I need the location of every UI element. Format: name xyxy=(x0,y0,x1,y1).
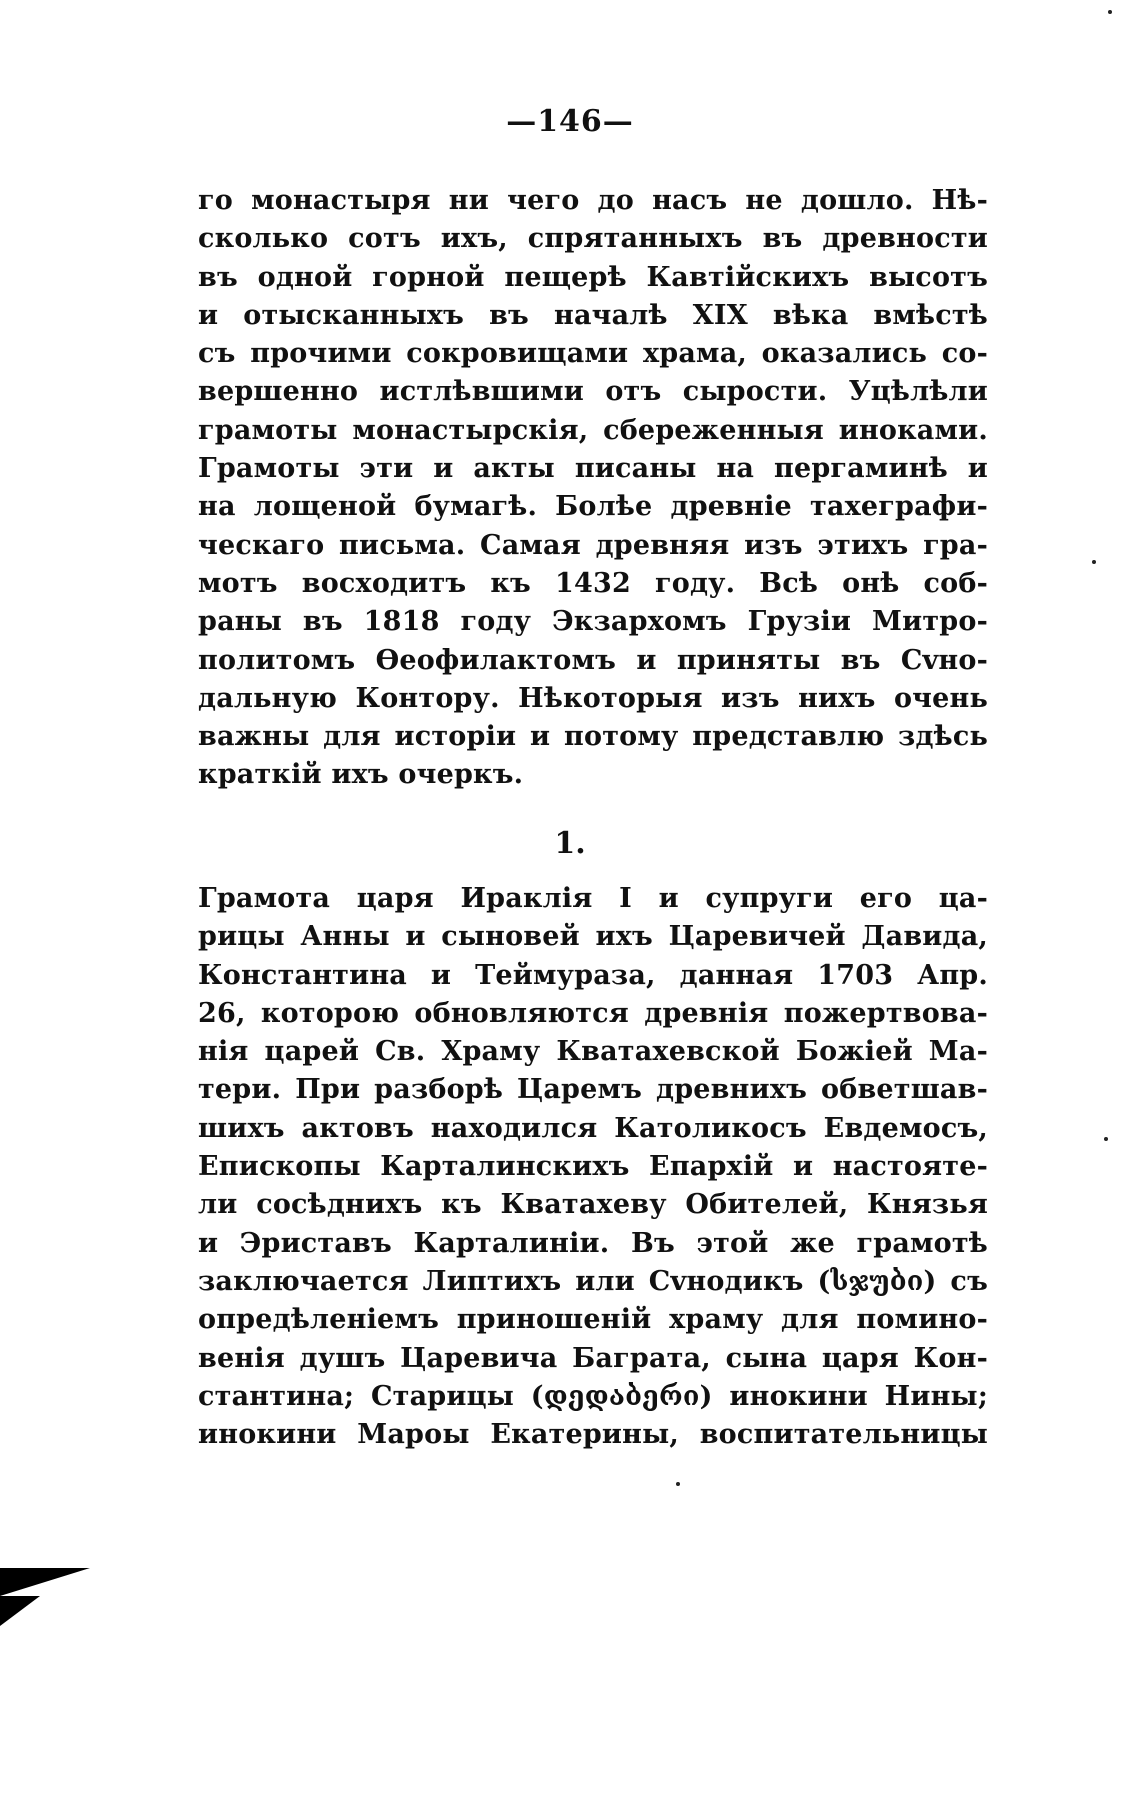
text-line: стантина; Старицы (დედაბერი) инокини Нины; xyxy=(198,1380,988,1412)
text-line: съ прочими сокровищами храма, оказались со- xyxy=(198,338,988,370)
text-line: важны для исторіи и потому представлю здѣсь xyxy=(198,721,988,753)
text-line: шихъ актовъ находился Католикосъ Евдемосъ, xyxy=(198,1112,988,1144)
text-line: 26, которою обновляются древнія пожертвова- xyxy=(198,997,988,1029)
text-line: краткій ихъ очеркъ. xyxy=(198,759,524,791)
text-line: грамоты монастырскія, сбереженныя иноками. xyxy=(198,414,988,446)
scan-speck xyxy=(1104,1137,1108,1141)
text-line: и Эриставъ Карталиніи. Въ этой же грамотѣ xyxy=(198,1227,988,1259)
text-line: тери. При разборѣ Царемъ древнихъ обветшав- xyxy=(198,1074,988,1106)
text-line: Епископы Карталинскихъ Епархій и настояте- xyxy=(198,1151,988,1183)
text-line: вершенно истлѣвшими отъ сырости. Уцѣлѣли xyxy=(198,376,988,408)
text-line: и отысканныхъ въ началѣ XIX вѣка вмѣстѣ xyxy=(198,299,988,331)
text-line: Грамота царя Ираклія I и супруги его ца- xyxy=(198,883,988,914)
text-line: венія душъ Царевича Баграта, сына царя Кон- xyxy=(198,1342,988,1374)
text-line: дальную Контору. Нѣкоторыя изъ нихъ очень xyxy=(198,682,988,714)
text-line: нія царей Св. Храму Кватахевской Божіей Ма- xyxy=(198,1036,988,1068)
paragraph-1 xyxy=(198,182,988,795)
text-line: раны въ 1818 году Экзархомъ Грузіи Митро- xyxy=(198,606,988,638)
scan-artifact xyxy=(0,1568,90,1596)
text-line: ли сосѣднихъ къ Кватахеву Обителей, Князья xyxy=(198,1189,988,1221)
text-line: заключается Липтихъ или Сvнодикъ (სჯუბი) съ xyxy=(198,1265,988,1297)
scan-speck xyxy=(676,1482,680,1486)
text-line: политомъ Ѳеофилактомъ и приняты въ Сvно- xyxy=(198,644,988,676)
paragraph-2 xyxy=(198,880,988,1454)
text-line: инокини Мароы Екатерины, воспитательницы xyxy=(198,1419,988,1451)
text-line: ческаго письма. Самая древняя изъ этихъ гра- xyxy=(198,529,988,561)
text-line: рицы Анны и сыновей ихъ Царевичей Давида, xyxy=(198,921,988,953)
scan-artifact xyxy=(0,1596,40,1626)
scan-speck xyxy=(1092,560,1096,564)
text-line: сколько сотъ ихъ, спрятанныхъ въ древности xyxy=(198,223,988,255)
text-line: Грамоты эти и акты писаны на пергаминѣ и xyxy=(198,453,988,485)
section-number: 1. xyxy=(554,826,586,861)
text-line: опредѣленіемъ приношеній храму для помино- xyxy=(198,1304,988,1336)
page-number: —146— xyxy=(506,104,634,139)
text-line: на лощеной бумагѣ. Болѣе древніе тахеграфи- xyxy=(198,491,988,523)
scan-speck xyxy=(1108,10,1112,14)
text-line: Константина и Теймураза, данная 1703 Апр. xyxy=(198,959,988,991)
text-line: го монастыря ни чего до насъ не дошло. Нѣ- xyxy=(198,185,988,216)
text-line: въ одной горной пещерѣ Кавтійскихъ высотъ xyxy=(198,261,988,293)
text-line: мотъ восходитъ къ 1432 году. Всѣ онѣ соб- xyxy=(198,567,988,599)
